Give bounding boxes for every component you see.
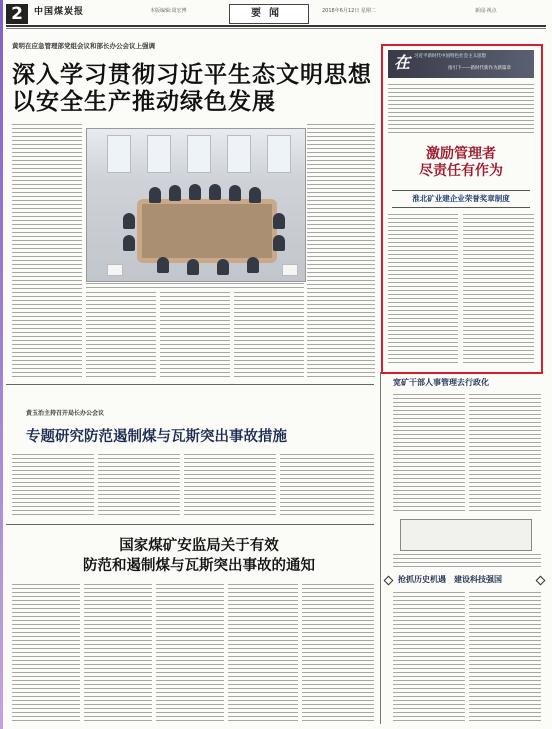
ornament-left [384,576,394,586]
right-body-2a [393,592,465,722]
notice-headline-line1: 国家煤矿安监局关于有效 [119,537,279,554]
lead-body-col1 [12,124,82,378]
mid-body-col1 [12,454,94,516]
right-body-1c [393,554,541,568]
feature-body-col2 [463,214,534,364]
section-rule-1 [6,384,374,385]
notice-headline-line2: 防范和遏制煤与瓦斯突出事故的通知 [83,557,315,574]
right-body-1a [393,394,465,514]
banner-line2: 指引下——新时代新作为新篇章 [448,66,511,71]
page-edge-accent [0,0,3,729]
mid-body-col4 [280,454,374,516]
notice-body-col4 [228,584,298,722]
header-rule-thin [6,28,546,29]
lead-headline-line2: 以安全生产推动绿色发展 [12,89,276,115]
feature-banner [388,50,534,78]
notice-body-col3 [156,584,224,722]
mid-kicker: 黄玉治主持召开局长办公会议 [26,410,105,417]
mid-body-col3 [184,454,276,516]
section-label: 要闻 [229,4,309,24]
feature-headline-line1: 激励管理者 [426,146,496,162]
page-number: 2 [6,4,28,24]
meeting-photo [86,128,306,282]
lead-body-col4 [307,124,375,378]
header-tag: 新闻·视点 [475,8,497,14]
right-body-1b [469,394,541,514]
lead-headline [12,62,377,116]
section-rule-2 [6,524,374,525]
photo-caption [86,283,304,288]
banner-initial: 在 [394,53,411,72]
right-body-2b [469,592,541,722]
right-headline-2: 抢抓历史机遇 建设科技强国 [398,575,502,584]
lead-body-col3a [160,292,230,378]
feature-headline-line2: 尽责任有作为 [419,163,503,179]
mid-headline: 专题研究防范遏制煤与瓦斯突出事故措施 [26,429,287,445]
header-rule [6,25,546,27]
lead-body-col2 [86,292,156,378]
date-line: 2018年6月12日 星期二 [322,8,376,14]
notice-body-col5 [302,584,374,722]
notice-headline [26,536,372,576]
feature-rule-bottom [392,207,530,208]
banner-line1: 习近平新时代中国特色社会主义思想 [414,54,486,59]
mid-body-col2 [98,454,180,516]
notice-body-col1 [12,584,80,722]
feature-headline [388,146,534,180]
lead-headline-line1: 深入学习贯彻习近平生态文明思想 [12,62,372,88]
lead-kicker: 黄明在应急管理部党组会议和部长办公会议上强调 [12,42,155,50]
column-divider [380,372,381,724]
lead-body-col3b [234,292,304,378]
pull-quote-box [400,519,532,551]
feature-rule-top [392,190,530,191]
feature-intro [388,84,534,136]
editor-line: 本版编辑:周宏博 [150,8,187,14]
paper-name: 中国煤炭报 [34,7,85,17]
notice-body-col2 [84,584,152,722]
feature-body-col1 [388,214,458,364]
right-headline-1: 宽矿干部人事管理去行政化 [393,378,489,387]
feature-subheadline: 淮北矿业建企业荣誉奖章制度 [412,194,510,203]
